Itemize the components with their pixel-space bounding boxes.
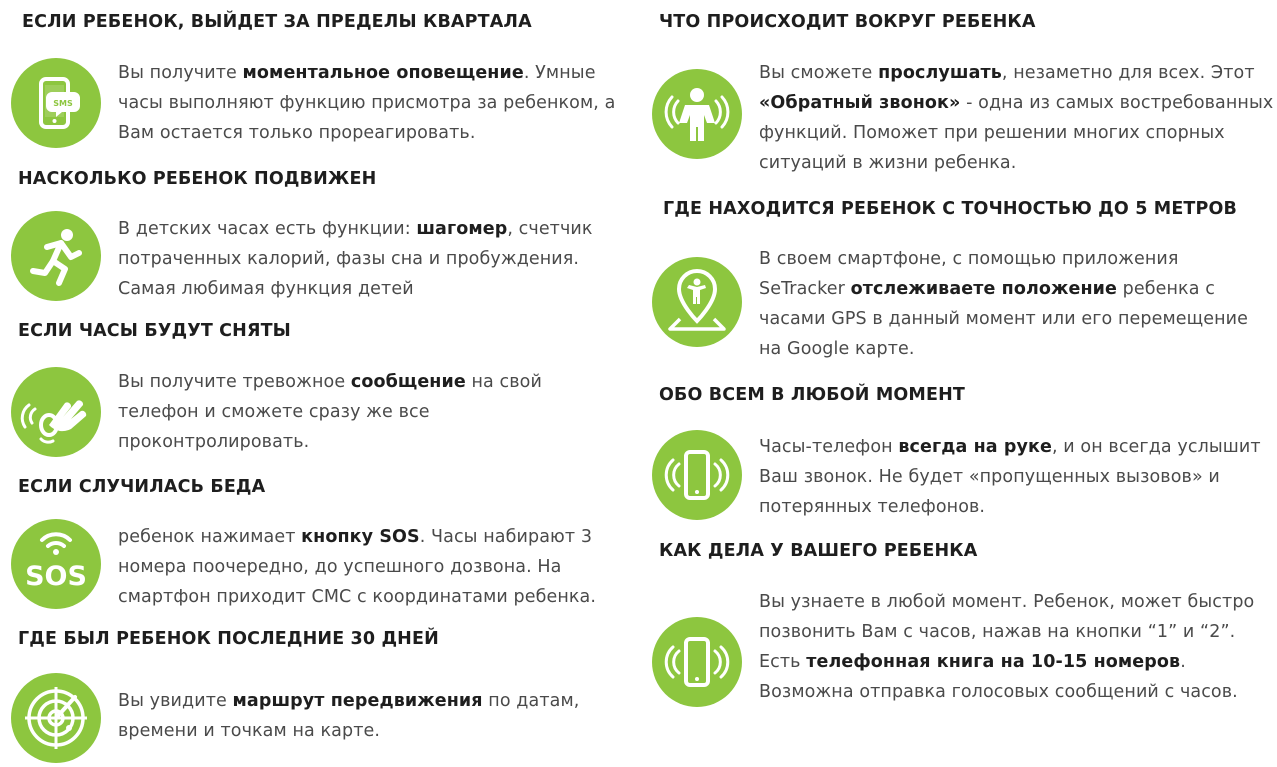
- description-text: Вы получите тревожное: [118, 372, 351, 392]
- feature-title: ГДЕ НАХОДИТСЯ РЕБЕНОК С ТОЧНОСТЬЮ ДО 5 МЕТРОВ: [663, 199, 1238, 219]
- feature-description: [118, 686, 623, 746]
- description-text: В детских часах есть функции:: [118, 219, 417, 239]
- description-text: ребенок нажимает: [118, 527, 302, 547]
- feature-title: ЕСЛИ РЕБЕНОК, ВЫЙДЕТ ЗА ПРЕДЕЛЫ КВАРТАЛА: [22, 12, 532, 32]
- feature-title: ЧТО ПРОИСХОДИТ ВОКРУГ РЕБЕНКА: [659, 12, 1036, 32]
- feature-block: [11, 169, 631, 302]
- highlight-text: шагомер: [416, 219, 508, 239]
- hand-watch-icon: [11, 367, 101, 457]
- description-text: Часы-телефон: [759, 437, 899, 457]
- highlight-text: телефонная книга на 10-15 номеров: [806, 652, 1181, 672]
- feature-block: [652, 12, 1272, 184]
- feature-block: [11, 321, 631, 456]
- description-text: Вы узнаете в любой момент. Ребенок, может быстро позвонить Вам с часов, нажав на кнопки “1” и “2”. Есть: [759, 592, 1255, 672]
- description-text: Вы увидите: [118, 691, 233, 711]
- description-text: ребенка с часами GPS в данный момент или его перемещение на Google карте.: [759, 279, 1248, 359]
- feature-description: [118, 367, 623, 457]
- feature-title: КАК ДЕЛА У ВАШЕГО РЕБЕНКА: [659, 541, 978, 561]
- feature-block: [652, 541, 1272, 746]
- description-text: Вы сможете: [759, 63, 879, 83]
- description-text: , незаметно для всех. Этот: [1001, 63, 1255, 83]
- highlight-text: сообщение: [350, 372, 466, 392]
- feature-title: НАСКОЛЬКО РЕБЕНОК ПОДВИЖЕН: [18, 169, 377, 189]
- feature-description: [118, 58, 633, 148]
- feature-block: [652, 385, 1272, 525]
- feature-description: [759, 587, 1264, 707]
- description-text: Вы получите: [118, 63, 243, 83]
- sos-icon: [11, 519, 101, 609]
- highlight-text: прослушать: [878, 63, 1002, 83]
- highlight-text: всегда на руке: [898, 437, 1052, 457]
- feature-description: [759, 58, 1274, 178]
- vibrating-phone-icon: [652, 430, 742, 520]
- feature-block: [11, 477, 631, 612]
- feature-description: [118, 214, 623, 304]
- feature-description: [759, 244, 1264, 364]
- feature-description: [759, 432, 1264, 522]
- feature-block: [652, 199, 1272, 371]
- description-text: , счетчик потраченных калорий, фазы сна и пробуждения. Самая любимая функция детей: [118, 219, 593, 299]
- description-text: . Часы набирают 3 номера поочередно, до успешного дозвона. На смартфон приходит СМС с координатами ребенка.: [118, 527, 597, 607]
- feature-title: ЕСЛИ СЛУЧИЛАСЬ БЕДА: [18, 477, 266, 497]
- feature-title: ГДЕ БЫЛ РЕБЕНОК ПОСЛЕДНИЕ 30 ДНЕЙ: [18, 629, 439, 649]
- description-text: , и он всегда услышит Ваш звонок. Не будет «пропущенных вызовов» и потерянных телефонов.: [759, 437, 1261, 517]
- highlight-text: кнопку SOS: [301, 527, 420, 547]
- sos-label: SOS: [25, 561, 87, 592]
- child-sound-icon: [652, 69, 742, 159]
- description-text: по датам, времени и точкам на карте.: [118, 691, 580, 741]
- highlight-text: отслеживаете положение: [850, 279, 1117, 299]
- description-text: . Умные часы выполняют функцию присмотра за ребенком, а Вам остается только прореагировать.: [118, 63, 616, 143]
- running-man-icon: [11, 211, 101, 301]
- location-pin-icon: [652, 257, 742, 347]
- vibrating-phone-icon: [652, 617, 742, 707]
- feature-title: ОБО ВСЕМ В ЛЮБОЙ МОМЕНТ: [659, 385, 965, 405]
- feature-block: [11, 12, 631, 143]
- sms-phone-icon: [11, 58, 101, 148]
- highlight-text: «Обратный звонок»: [759, 93, 961, 113]
- description-text: В своем смартфоне, с помощью приложения SeTracker: [759, 249, 1179, 299]
- description-text: . Возможна отправка голосовых сообщений с часов.: [759, 652, 1238, 702]
- description-text: - одна из самых востребованных функций. Поможет при решении многих спорных ситуаций в жизни ребенка.: [759, 93, 1274, 173]
- radar-icon: [11, 673, 101, 763]
- feature-description: [118, 522, 633, 612]
- feature-title: ЕСЛИ ЧАСЫ БУДУТ СНЯТЫ: [18, 321, 291, 341]
- highlight-text: маршрут передвижения: [232, 691, 483, 711]
- feature-block: [11, 629, 631, 764]
- description-text: на свой телефон и сможете сразу же все проконтролировать.: [118, 372, 542, 452]
- svg-text:SMS: SMS: [53, 99, 73, 108]
- highlight-text: моментальное оповещение: [242, 63, 524, 83]
